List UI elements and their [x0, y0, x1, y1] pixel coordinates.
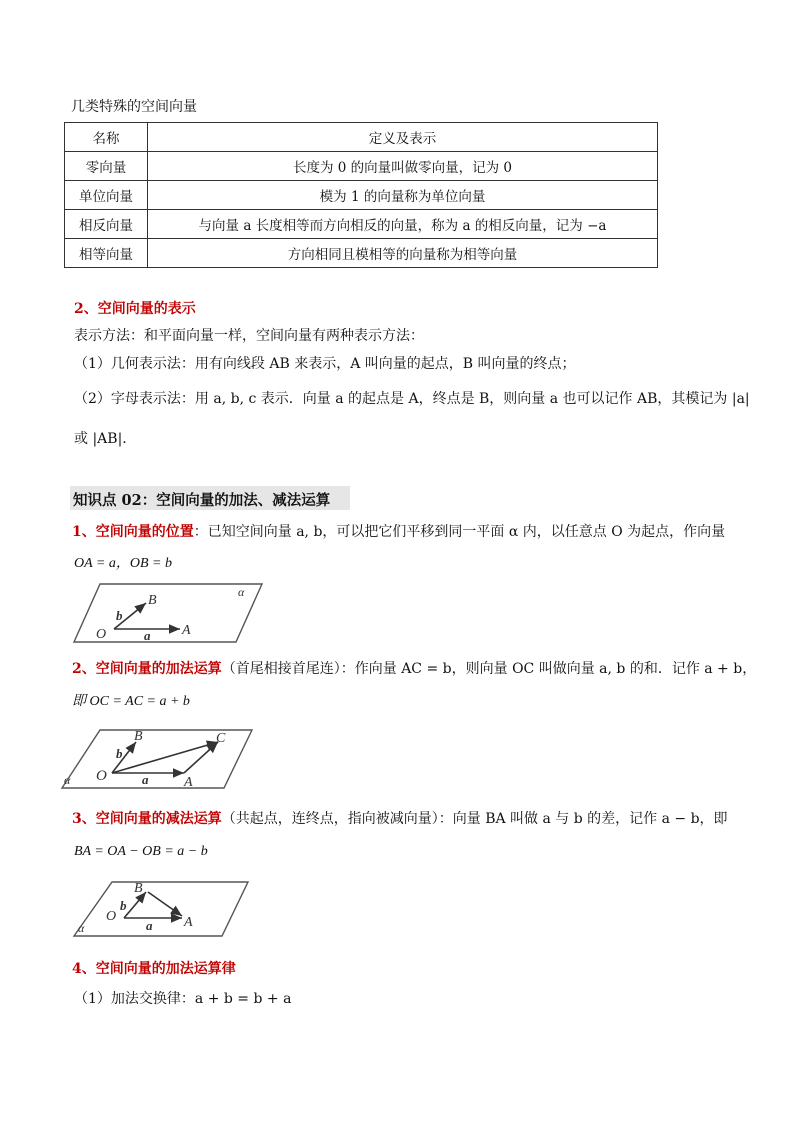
figure-vector-subtraction: [72, 880, 250, 938]
paragraph: （1）加法交换律：a + b = b + a: [74, 991, 292, 1007]
table-cell-name: 相反向量: [65, 210, 148, 239]
label-alpha: α: [64, 773, 71, 787]
table-cell-definition: 方向相同且模相等的向量称为相等向量: [148, 239, 658, 268]
label-a: a: [144, 628, 151, 643]
label-B: B: [148, 593, 157, 608]
section-heading: 4、空间向量的加法运算律: [72, 961, 236, 977]
paragraph: （2）字母表示法：用 a, b, c 表示．向量 a 的起点是 A，终点是 B，则向量 a 也可以记作 AB，其模记为 |a|: [74, 391, 750, 407]
label-A: A: [184, 915, 193, 930]
paragraph: 表示方法：和平面向量一样，空间向量有两种表示方法：: [74, 328, 424, 344]
table-row: [65, 181, 658, 210]
label-b: b: [116, 746, 123, 761]
label-b: b: [116, 608, 123, 623]
table-row: [65, 239, 658, 268]
intro-title: 几类特殊的空间向量: [71, 99, 197, 115]
label-O: O: [96, 768, 107, 784]
formula: OA = a，OB = b: [74, 556, 172, 571]
paragraph: （1）几何表示法：用有向线段 AB 来表示，A 叫向量的起点，B 叫向量的终点；: [74, 356, 576, 372]
label-C: C: [216, 731, 226, 746]
item-text: ：已知空间向量 a, b，可以把它们平移到同一平面 α 内，以任意点 O 为起点，作向量: [193, 524, 726, 540]
label-alpha: α: [78, 921, 85, 935]
vector-BA: [148, 892, 182, 916]
table-cell-definition: 长度为 0 的向量叫做零向量，记为 0: [148, 152, 658, 181]
label-b: b: [120, 898, 127, 913]
label-A: A: [184, 775, 193, 790]
item-heading: 2、空间向量的加法运算: [72, 661, 222, 677]
label-O: O: [96, 627, 107, 642]
table-header-definition: 定义及表示: [148, 123, 658, 152]
item-3-line: [72, 808, 728, 828]
table-row: [65, 152, 658, 181]
table-cell-name: 相等向量: [65, 239, 148, 268]
table-cell-name: 零向量: [65, 152, 148, 181]
label-A: A: [182, 623, 191, 638]
item-1-line: [72, 521, 725, 541]
label-B: B: [134, 729, 143, 744]
special-vectors-table: [64, 122, 658, 268]
item-text: （共起点，连终点，指向被减向量）：向量 BA 叫做 a 与 b 的差，记作 a − b，即: [221, 811, 728, 827]
table-cell-definition: 模为 1 的向量称为单位向量: [148, 181, 658, 210]
figure-vector-position: [72, 582, 264, 644]
table-row: [65, 210, 658, 239]
table-header-row: [65, 123, 658, 152]
knowledge-point-heading: 知识点 02：空间向量的加法、减法运算: [73, 492, 331, 509]
label-B: B: [134, 881, 143, 896]
label-a: a: [146, 918, 153, 933]
paragraph: 或 |AB|.: [74, 431, 127, 447]
item-heading: 1、空间向量的位置: [72, 524, 194, 540]
item-heading: 3、空间向量的减法运算: [72, 811, 222, 827]
formula: 即 OC = AC = a + b: [72, 694, 190, 709]
item-text: （首尾相接首尾连）：作向量 AC = b，则向量 OC 叫做向量 a, b 的和．记作 a + b，: [221, 661, 757, 677]
item-2-line: [72, 658, 756, 678]
label-a: a: [142, 772, 149, 787]
label-O: O: [106, 909, 117, 924]
label-alpha: α: [238, 585, 245, 599]
table-header-name: 名称: [65, 123, 148, 152]
formula: BA = OA − OB = a − b: [74, 844, 208, 859]
plane-alpha: [74, 882, 248, 936]
table-cell-name: 单位向量: [65, 181, 148, 210]
section-heading: 2、空间向量的表示: [74, 301, 196, 317]
figure-vector-addition: [60, 728, 254, 790]
table-cell-definition: 与向量 a 长度相等而方向相反的向量，称为 a 的相反向量，记为 −a: [148, 210, 658, 239]
